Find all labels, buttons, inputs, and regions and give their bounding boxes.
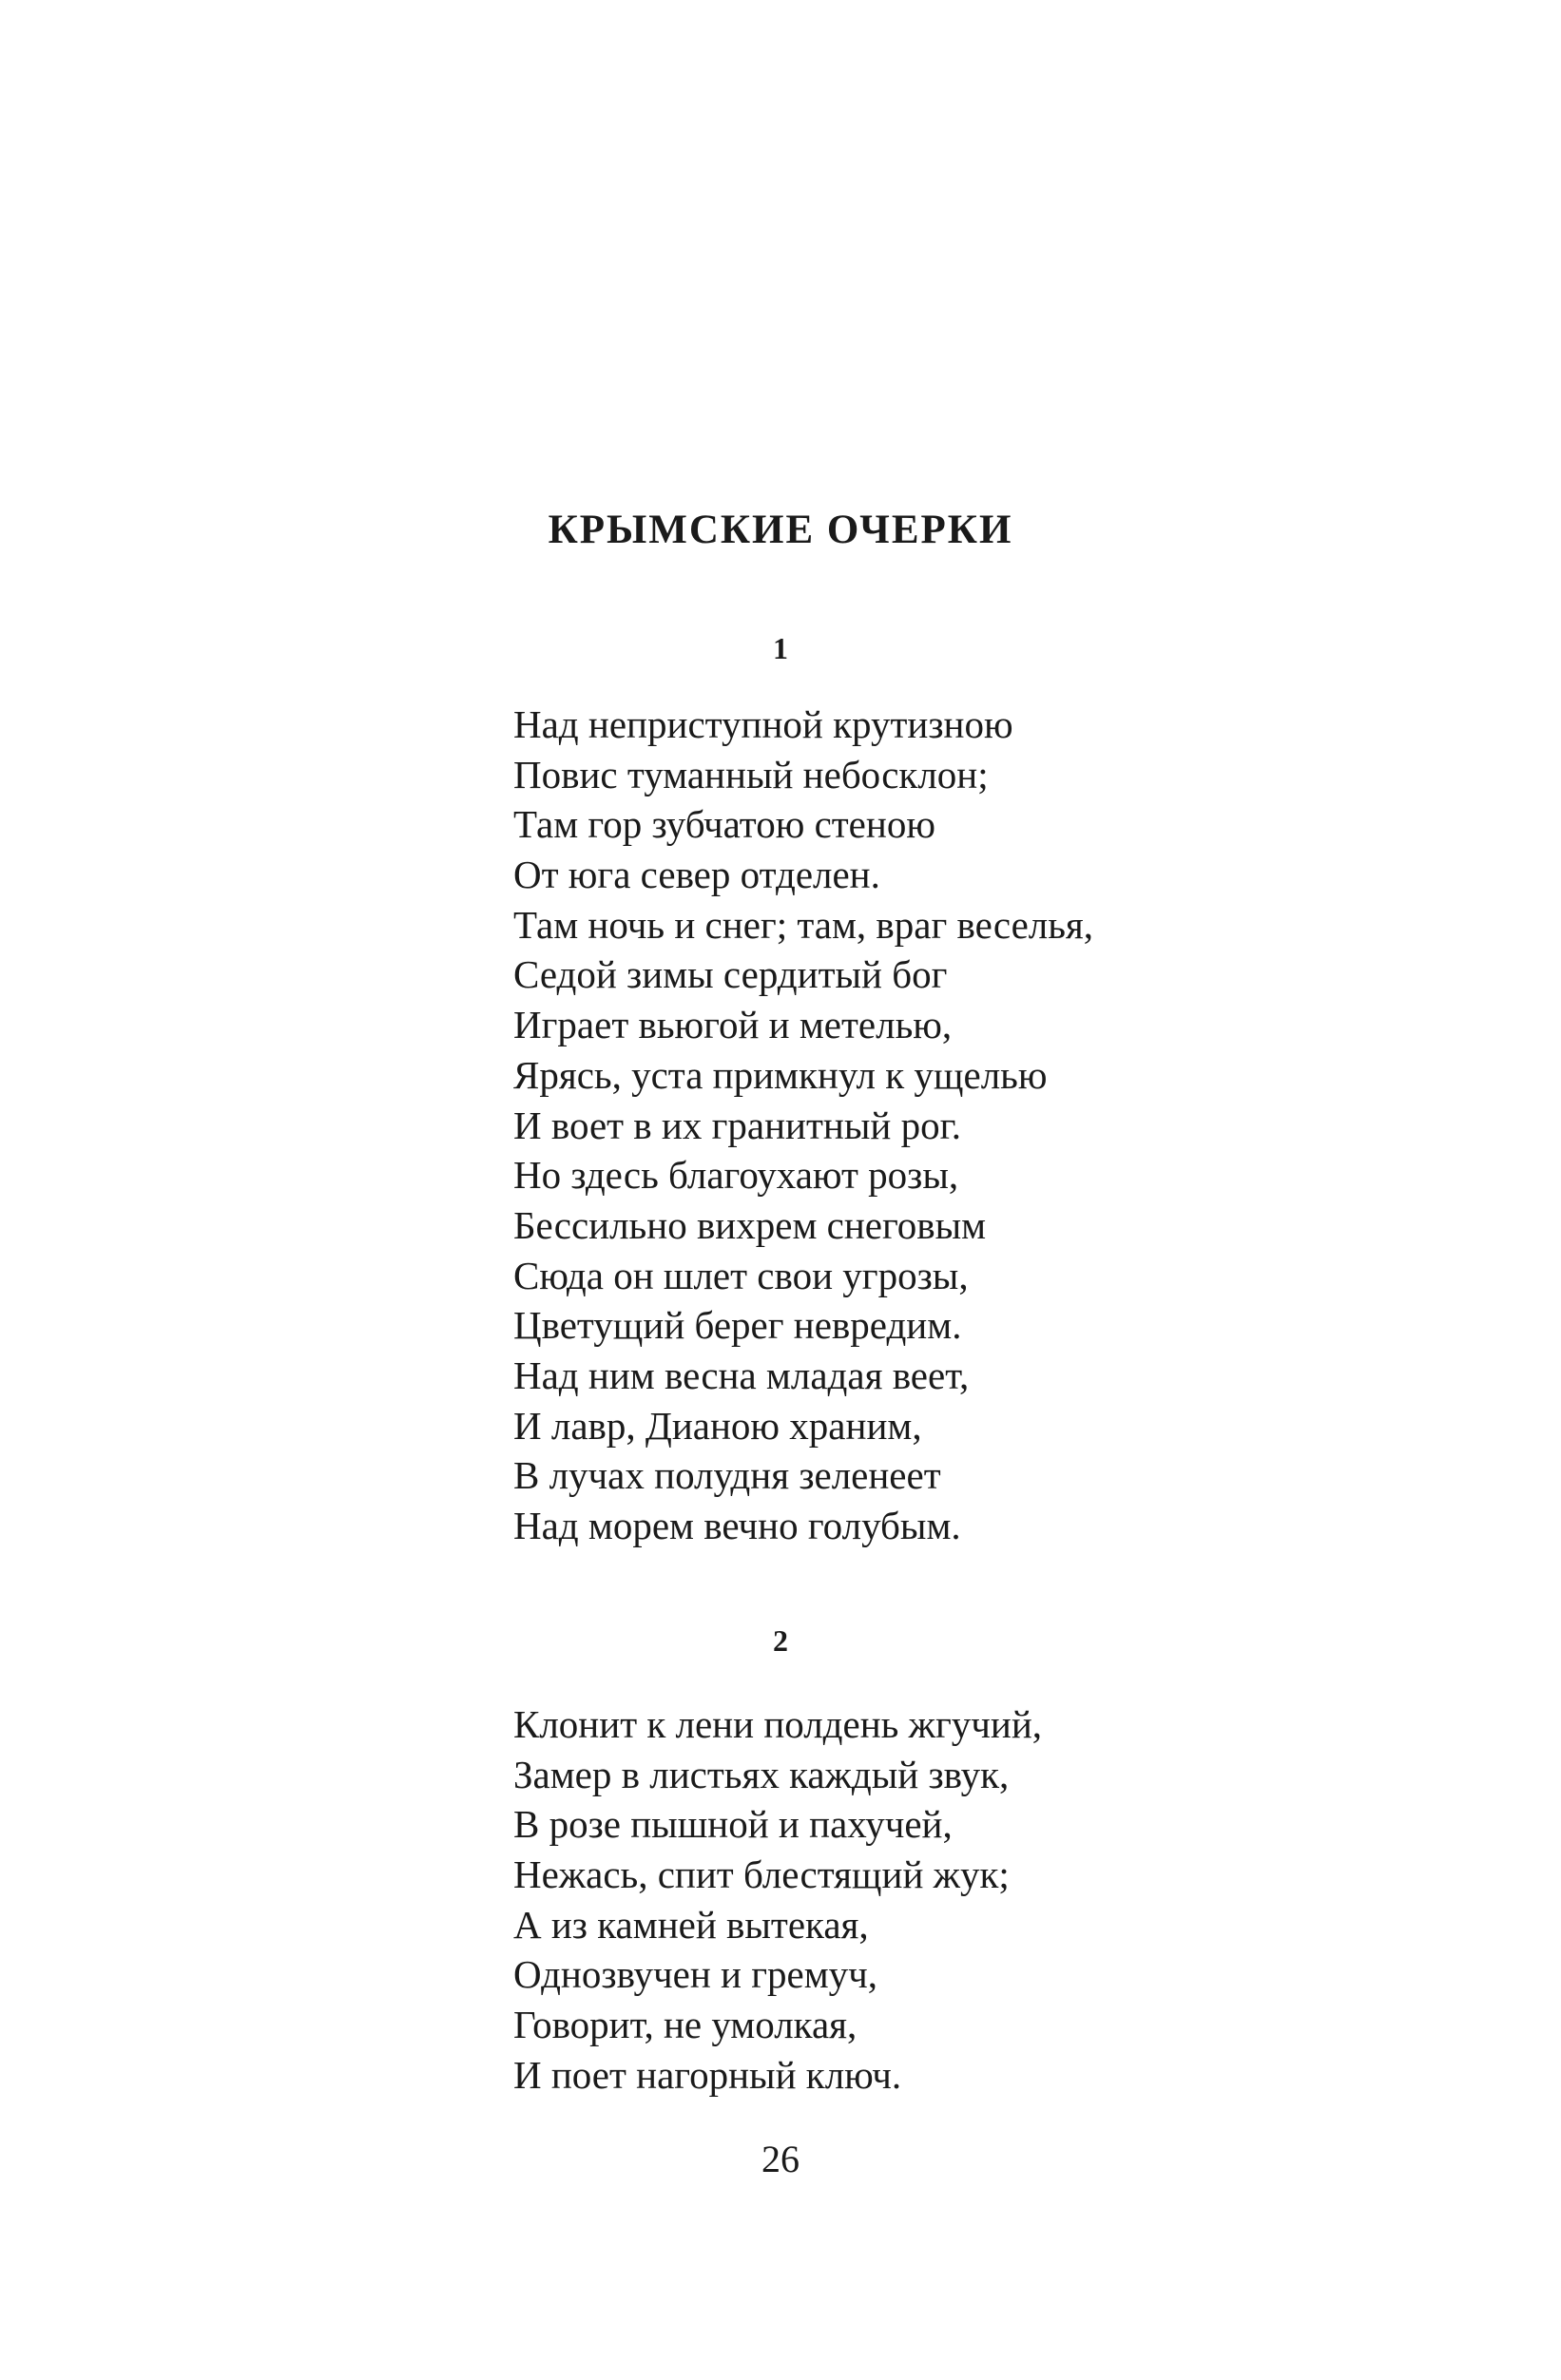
poem-line: Там гор зубчатою стеною xyxy=(513,802,935,847)
poem-line: Ярясь, уста примкнул к ущелью xyxy=(513,1052,1048,1097)
poem-line: Однозвучен и гремуч, xyxy=(513,1952,878,1997)
poem-line: Над морем вечно голубым. xyxy=(513,1504,961,1547)
poem-line: От юга север отделен. xyxy=(513,853,880,897)
stanza-2 xyxy=(513,1699,1042,2101)
poem-line: В розе пышной и пахучей, xyxy=(513,1802,953,1847)
poem-line: Над ним весна младая веет, xyxy=(513,1353,970,1397)
poem-line: И воет в их гранитный рог. xyxy=(513,1103,962,1147)
poem-line: Клонит к лени полдень жгучий, xyxy=(513,1702,1043,1746)
poem-line: Говорит, не умолкая, xyxy=(513,2003,858,2047)
poem-line: Там ночь и снег; там, враг веселья, xyxy=(513,902,1094,947)
poem-line: В лучах полудня зеленеет xyxy=(513,1453,941,1498)
poem-line: Нежась, спит блестящий жук; xyxy=(513,1852,1010,1897)
poem-line: Играет вьюгой и метелью, xyxy=(513,1003,953,1047)
poem-line: Цветущий берег невредим. xyxy=(513,1303,962,1348)
poem-line: И лавр, Дианою храним, xyxy=(513,1403,922,1448)
section-number-1: 1 xyxy=(773,631,788,665)
poem-line: Сюда он шлет свои угрозы, xyxy=(513,1253,969,1297)
poem-line: И поет нагорный ключ. xyxy=(513,2052,902,2097)
section-number-2: 2 xyxy=(773,1623,788,1658)
poem-line: Бессильно вихрем снеговым xyxy=(513,1202,987,1247)
poem-title: КРЫМСКИЕ ОЧЕРКИ xyxy=(548,508,1013,552)
poem-line: Над неприступной крутизною xyxy=(513,702,1013,746)
poem-line: Седой зимы сердитый бог xyxy=(513,952,948,997)
poem-line: Повис туманный небосклон; xyxy=(513,752,989,797)
poem-line: А из камней вытекая, xyxy=(513,1902,869,1947)
poem-line: Но здесь благоухают розы, xyxy=(513,1153,959,1198)
page-number: 26 xyxy=(761,2138,800,2180)
stanza-1 xyxy=(513,700,1093,1551)
poem-line: Замер в листьях каждый звук, xyxy=(513,1752,1010,1796)
